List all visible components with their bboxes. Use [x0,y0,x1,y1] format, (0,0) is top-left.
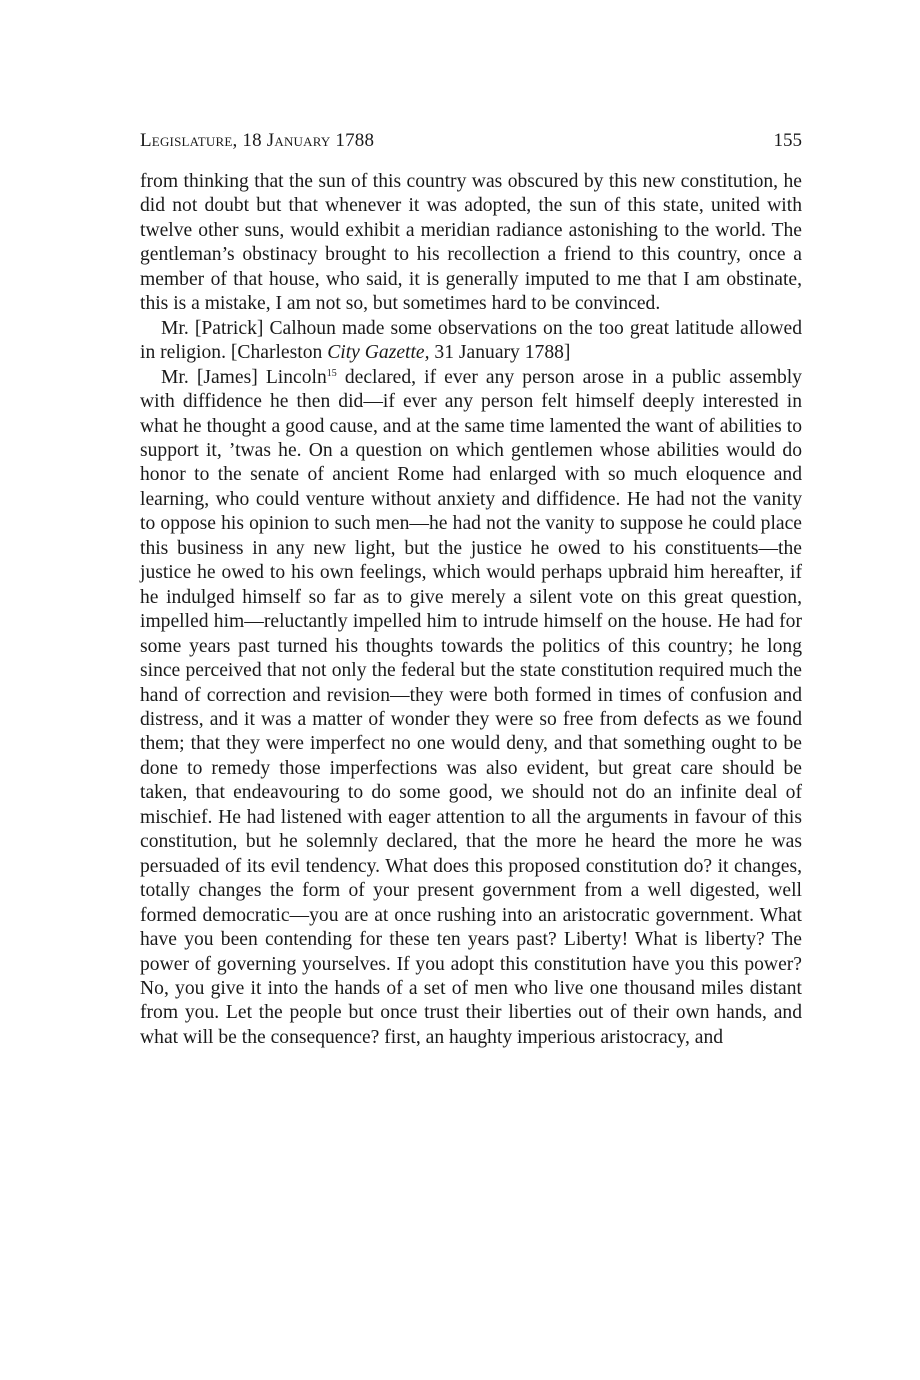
paragraph-calhoun-citation: 31 January 1788] [429,342,571,364]
paragraph-calhoun-text: Mr. [Patrick] Calhoun made some observations on the too great latitude allowed in religion. [Charleston [140,317,802,364]
document-page [140,124,802,1050]
paragraph-continuation: from thinking that the sun of this country was obscured by this new constitution, he did not doubt but that whenever it was adopted, the sun of this state, united with twelve other suns, would exhibit a meridian radiance astonishing to the world. The gentleman’s obstinacy brought to his recollection a friend to this country, once a member of that house, who said, it is generally imputed to me that I am obstinate, this is a mistake, I am not so, but sometimes hard to be convinced. [140,171,802,315]
running-header-title: Legislature, 18 January 1788 [140,130,375,151]
paragraph-calhoun [140,317,802,366]
page-number: 155 [773,130,802,151]
paragraph-lincoln-speaker: Mr. [James] Lincoln [161,366,327,388]
newspaper-title: City Gazette, [327,342,430,364]
body-text [140,170,802,1050]
footnote-reference[interactable]: 15 [326,367,337,379]
paragraph-lincoln-text: declared, if ever any person arose in a public assembly with diffidence he then did—if ever any person felt himself deeply interested in what he thought a good cause, and at the same time lamented the want of abilities to support it, ’twas he. On a question on which gentlemen whose abilities would do honor to the senate of ancient Rome had enlarged with so much eloquence and learning, who could venture without anxiety and diffidence. He had not the vanity to oppose his opinion to such men—he had not the vanity to suppose he could place this business in any new light, but the justice he owed to his constituents—the justice he owed to his own feelings, which would perhaps upbraid him hereafter, if he indulged himself so far as to give merely a silent vote on this great question, impelled him—reluctantly impelled him to intrude himself on the house. He had for some years past turned his thoughts towards the politics of this country; he long since perceived that not only the federal but the state constitution required much the hand of correction and revision—they were both formed in times of confusion and distress, and it was a matter of wonder they were so free from defects as we found them; that they were imperfect no one would deny, and that something ought to be done to remedy those imperfections was also evident, but great care should be taken, that endeavouring to do some good, we should not do an infinite deal of mischief. He had listened with eager attention to all the arguments in favour of this constitution, but he solemnly declared, that the more he heard the more he was persuaded of its evil tendency. What does this proposed constitution do? it changes, totally changes the form of your present government from a well digested, well formed democratic—you are at once rushing into an aristocratic government. What have you been contending for these ten years past? Liberty! What is liberty? The power of governing yourselves. If you adopt this constitution have you this power? No, you give it into the hands of a set of men who live one thousand miles distant from you. Let the people but once trust their liberties out of their own hands, and what will be the consequence? first, an haughty imperious aristocracy, and [140,366,802,1048]
paragraph-lincoln [140,366,802,1051]
running-header [140,124,802,158]
